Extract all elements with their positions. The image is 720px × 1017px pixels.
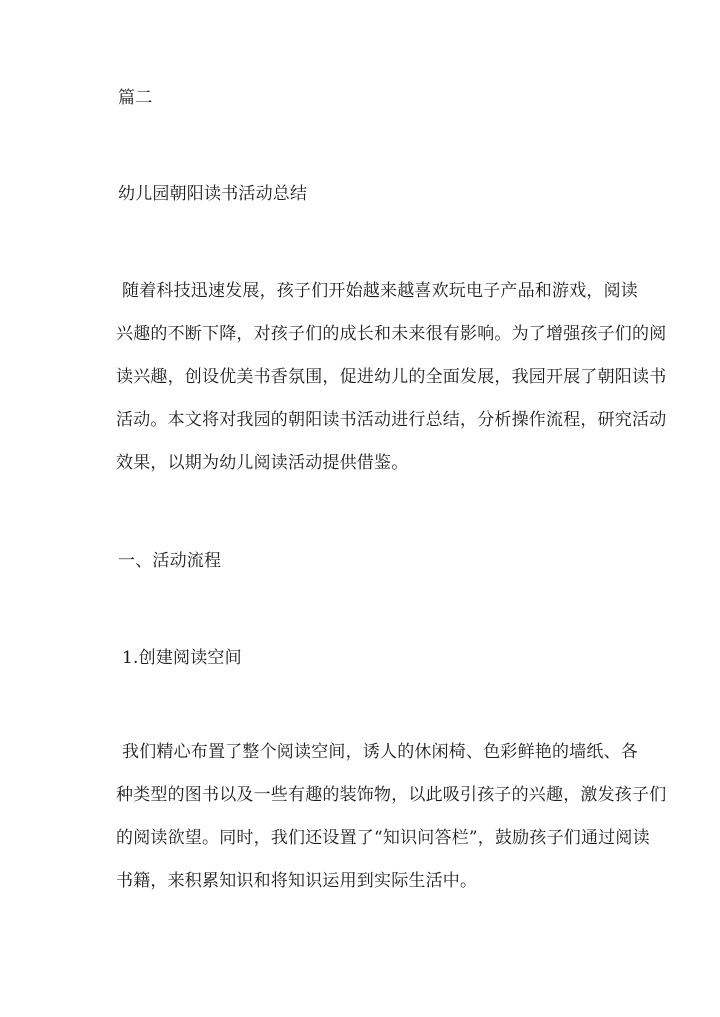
document-title: 幼儿园朝阳读书活动总结 <box>118 184 308 204</box>
paragraph-line: 效果，以期为幼儿阅读活动提供借鉴。 <box>116 453 409 473</box>
paragraph-line: 兴趣的不断下降，对孩子们的成长和未来很有影响。为了增强孩子们的阅 <box>116 324 667 344</box>
paragraph-line: 我们精心布置了整个阅读空间，诱人的休闲椅、色彩鲜艳的墙纸、各 <box>122 742 638 762</box>
paragraph-line: 书籍，来积累知识和将知识运用到实际生活中。 <box>116 871 478 891</box>
section-heading: 一、活动流程 <box>118 551 222 571</box>
paragraph-line: 的阅读欲望。同时，我们还设置了“知识问答栏”，鼓励孩子们通过阅读 <box>116 828 650 848</box>
part-label: 篇二 <box>118 88 153 108</box>
subsection-heading: 1.创建阅读空间 <box>122 648 242 668</box>
paragraph-line: 随着科技迅速发展，孩子们开始越来越喜欢玩电子产品和游戏，阅读 <box>122 281 638 301</box>
paragraph-line: 活动。本文将对我园的朝阳读书活动进行总结，分析操作流程，研究活动 <box>116 410 667 430</box>
paragraph-line: 种类型的图书以及一些有趣的装饰物，以此吸引孩子的兴趣，激发孩子们 <box>116 785 667 805</box>
paragraph-line: 读兴趣，创设优美书香氛围，促进幼儿的全面发展，我园开展了朝阳读书 <box>116 367 667 387</box>
